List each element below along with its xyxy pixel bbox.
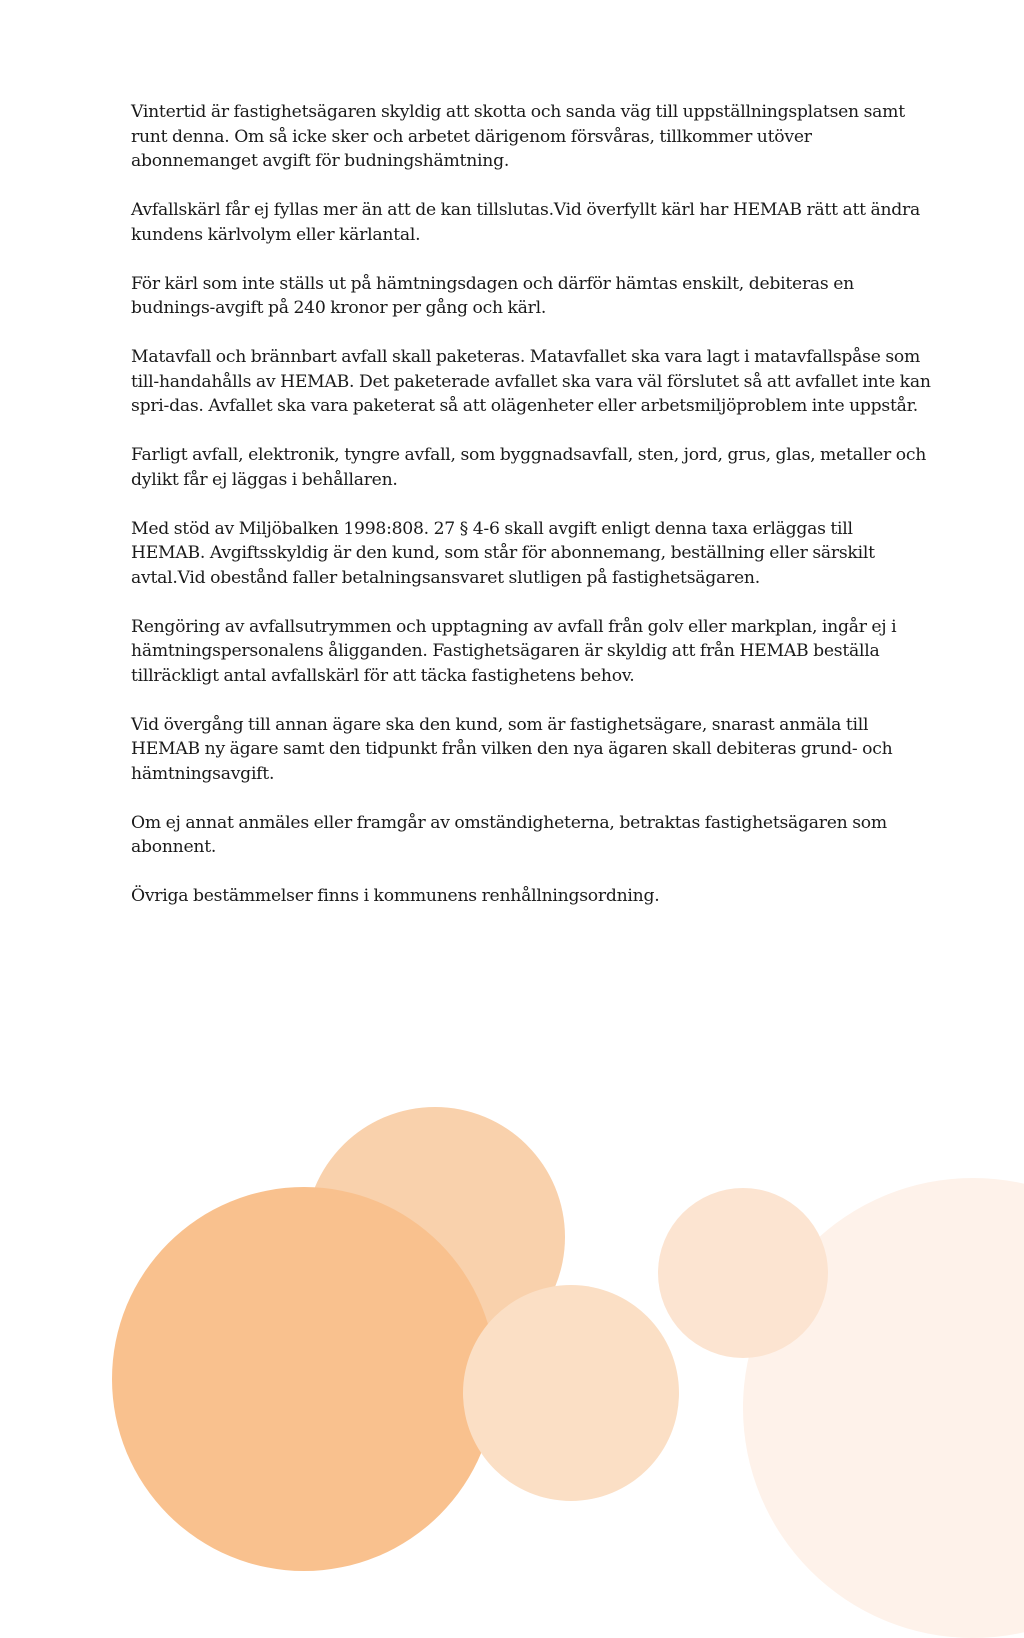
paragraph-separate-pickup-fee: För kärl som inte ställs ut på hämtningsdagen och därför hämtas enskilt, debiteras en budnings-avgift på 240 kronor per gång och kärl. <box>131 273 854 318</box>
paragraph-other-provisions: Övriga bestämmelser finns i kommunens renhållningsordning. <box>131 886 660 906</box>
decorative-bubble-mid-right <box>658 1188 828 1358</box>
document-body <box>131 100 931 933</box>
paragraph-prohibited-waste: Farligt avfall, elektronik, tyngre avfall, som byggnadsavfall, sten, jord, grus, glas, metaller och dylikt får ej läggas i behållaren. <box>131 445 927 490</box>
decorative-bubble-front-mid <box>463 1285 679 1501</box>
paragraph-legal-basis: Med stöd av Miljöbalken 1998:808. 27 § 4-6 skall avgift enligt denna taxa erläggas till HEMAB. Avgiftsskyldig är den kund, som står för abonnemang, beställning eller särskilt avtal.Vid obestånd faller betalningsansvaret slutligen på fastighetsägaren. <box>131 518 875 588</box>
paragraph-packaging: Matavfall och brännbart avfall skall paketeras. Matavfallet ska vara lagt i matavfallspåse som till-handahålls av HEMAB. Det paketerade avfallet ska vara väl förslutet så att avfallet inte kan spri-das. Avfallet ska vara paketerat så att olägenheter eller arbetsmiljöproblem inte uppstår. <box>131 347 931 416</box>
paragraph-ownership-change: Vid övergång till annan ägare ska den kund, som är fastighetsägare, snarast anmäla till HEMAB ny ägare samt den tidpunkt från vilken den nya ägaren skall debiteras grund- och hämtningsavgift. <box>131 714 893 784</box>
paragraph-cleaning-duties: Rengöring av avfallsutrymmen och upptagning av avfall från golv eller markplan, ingår ej i hämtningspersonalens åligganden. Fastighetsägaren är skyldig att från HEMAB beställa tillräckligt antal avfallskärl för att täcka fastighetens behov. <box>131 616 897 686</box>
paragraph-bin-overfill: Avfallskärl får ej fyllas mer än att de kan tillslutas.Vid överfyllt kärl har HEMAB rätt att ändra kundens kärlvolym eller kärlantal. <box>131 200 921 245</box>
paragraph-winter-clearing: Vintertid är fastighetsägaren skyldig att skotta och sanda väg till uppställningsplatsen samt runt denna. Om så icke sker och arbetet därigenom försvåras, tillkommer utöver abonnemanget avgift för budningshämtning. <box>131 102 905 171</box>
decorative-bubble-front-left <box>112 1187 496 1571</box>
paragraph-subscriber: Om ej annat anmäles eller framgår av omständigheterna, betraktas fastighetsägaren som abonnent. <box>131 812 887 857</box>
